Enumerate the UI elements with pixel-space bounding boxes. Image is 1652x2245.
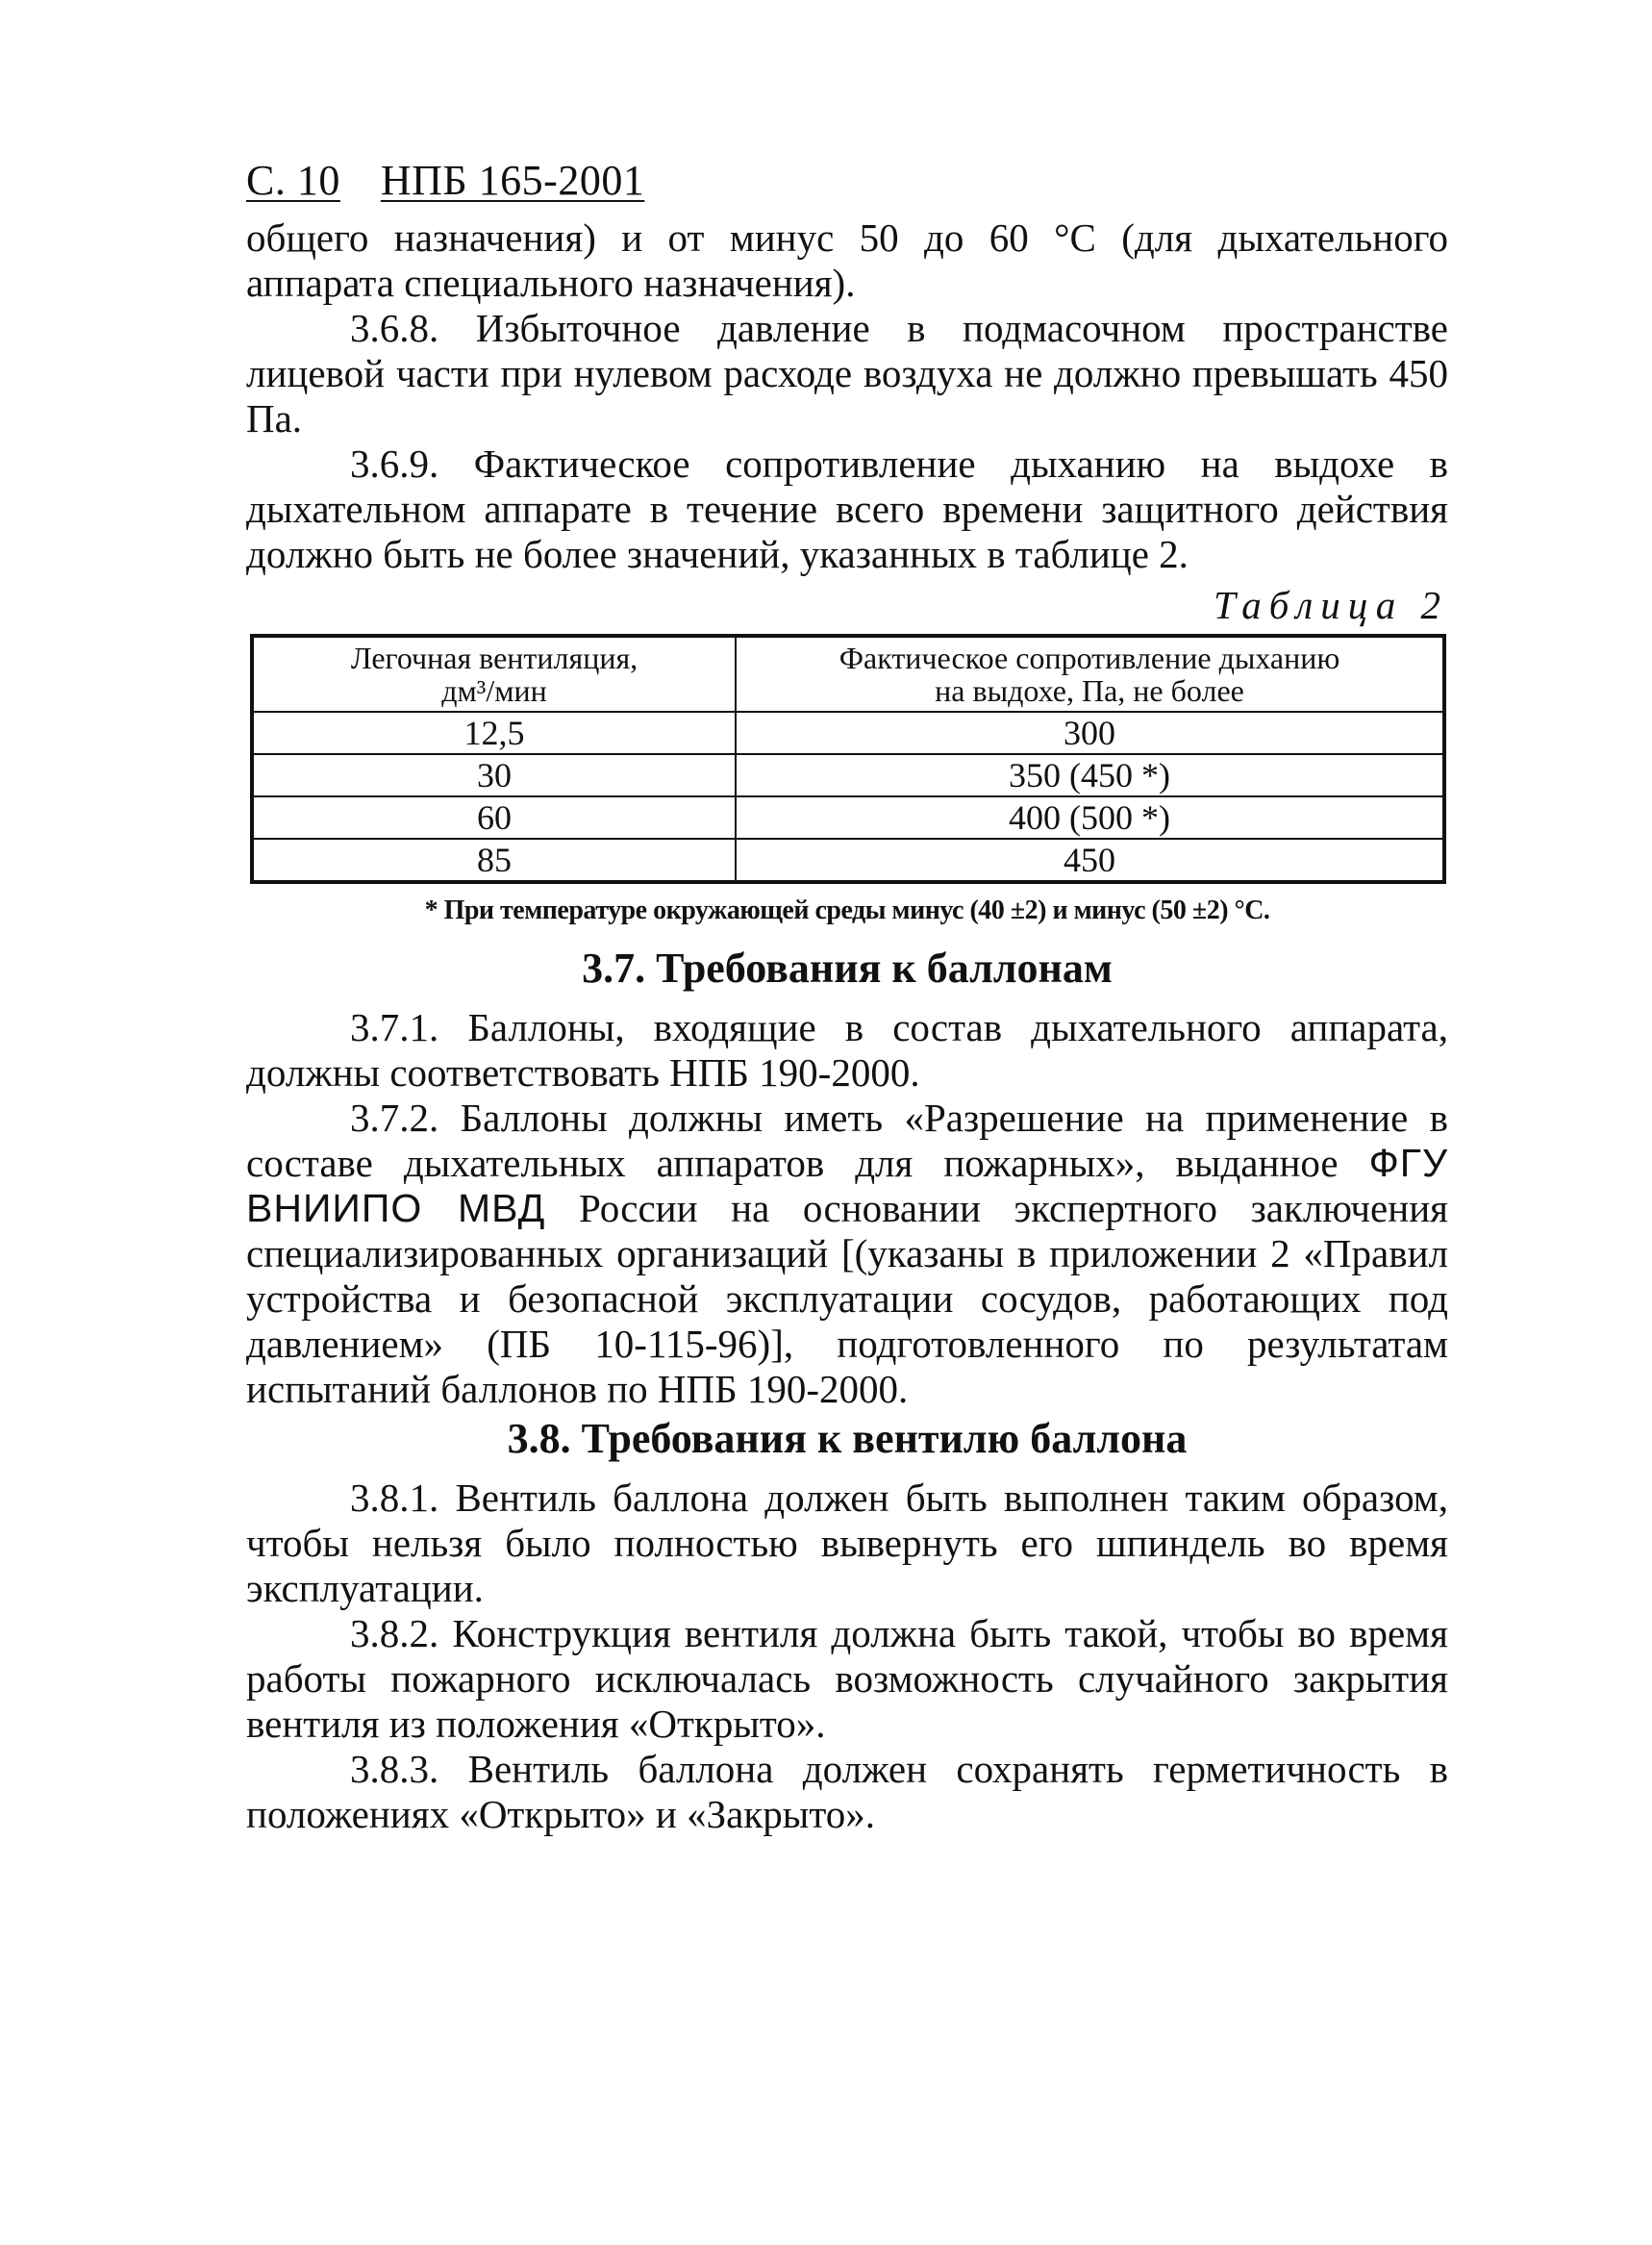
document-code: НПБ 165-2001 [380,157,645,204]
paragraph-3-7-1: 3.7.1. Баллоны, входящие в состав дыхательного аппарата, должны соответствовать НПБ 190-2000. [246,1005,1448,1095]
table-cell: 300 [736,712,1444,754]
paragraph-3-7-2-part-a: 3.7.2. Баллоны должны иметь «Разрешение на применение в составе дыхательных аппаратов для пожарных», выданное [246,1096,1448,1185]
table-row [252,796,1444,839]
resistance-table [250,634,1446,884]
column-header-resistance [736,636,1444,712]
document-page [246,154,1448,1837]
paragraph-3-8-3: 3.8.3. Вентиль баллона должен сохранять герметичность в положениях «Открыто» и «Закрыто». [246,1747,1448,1836]
column-header-ventilation-line2: дм³/мин [441,673,547,708]
column-header-resistance-line1: Фактическое сопротивление дыханию [839,641,1340,675]
organization-name: ФГУ ВНИИПО МВД [246,1141,1448,1230]
table-cell: 30 [252,754,736,796]
table-row [252,754,1444,796]
column-header-ventilation-line1: Легочная вентиляция, [350,641,638,675]
table-cell: 60 [252,796,736,839]
table-footnote: * При температуре окружающей среды минус (40 ±2) и минус (50 ±2) °С. [424,895,1270,925]
table-cell: 450 [736,839,1444,882]
paragraph-3-7-2-part-b: России на основании экспертного заключения специализированных организаций [(указаны в приложении 2 «Правил устройства и безопасной эксплуатации сосудов, работающих под давлением» (ПБ 10-115-96)], подготовленного по результатам испытаний баллонов по НПБ 190-2000. [246,1186,1448,1411]
section-title-3-8: 3.8. Требования к вентилю баллона [507,1415,1188,1462]
paragraph-3-8-2: 3.8.2. Конструкция вентиля должна быть такой, чтобы во время работы пожарного исключалась возможность случайного закрытия вентиля из положения «Открыто». [246,1611,1448,1746]
page-header [246,154,1448,208]
table-header-row [252,636,1444,712]
table-cell: 400 (500 *) [736,796,1444,839]
page-number: С. 10 [246,157,340,204]
paragraph-3-7-2 [246,1096,1448,1412]
table-row [252,839,1444,882]
table-cell: 350 (450 *) [736,754,1444,796]
table-cell: 85 [252,839,736,882]
column-header-resistance-line2: на выдохе, Па, не более [935,673,1244,708]
paragraph-3-6-9: 3.6.9. Фактическое сопротивление дыханию на выдохе в дыхательном аппарате в течение всего времени защитного действия должно быть не более значений, указанных в таблице 2. [246,441,1448,576]
paragraph-3-6-8: 3.6.8. Избыточное давление в подмасочном пространстве лицевой части при нулевом расходе воздуха не должно превышать 450 Па. [246,306,1448,441]
paragraph-continuation: общего назначения) и от минус 50 до 60 °С (для дыхательного аппарата специального назначения). [246,215,1448,305]
section-title-3-7: 3.7. Требования к баллонам [582,945,1113,992]
table-cell: 12,5 [252,712,736,754]
paragraph-3-8-1: 3.8.1. Вентиль баллона должен быть выполнен таким образом, чтобы нельзя было полностью вывернуть его шпиндель во время эксплуатации. [246,1476,1448,1610]
column-header-ventilation [252,636,736,712]
table-row [252,712,1444,754]
table-caption: Таблица 2 [1213,583,1448,627]
